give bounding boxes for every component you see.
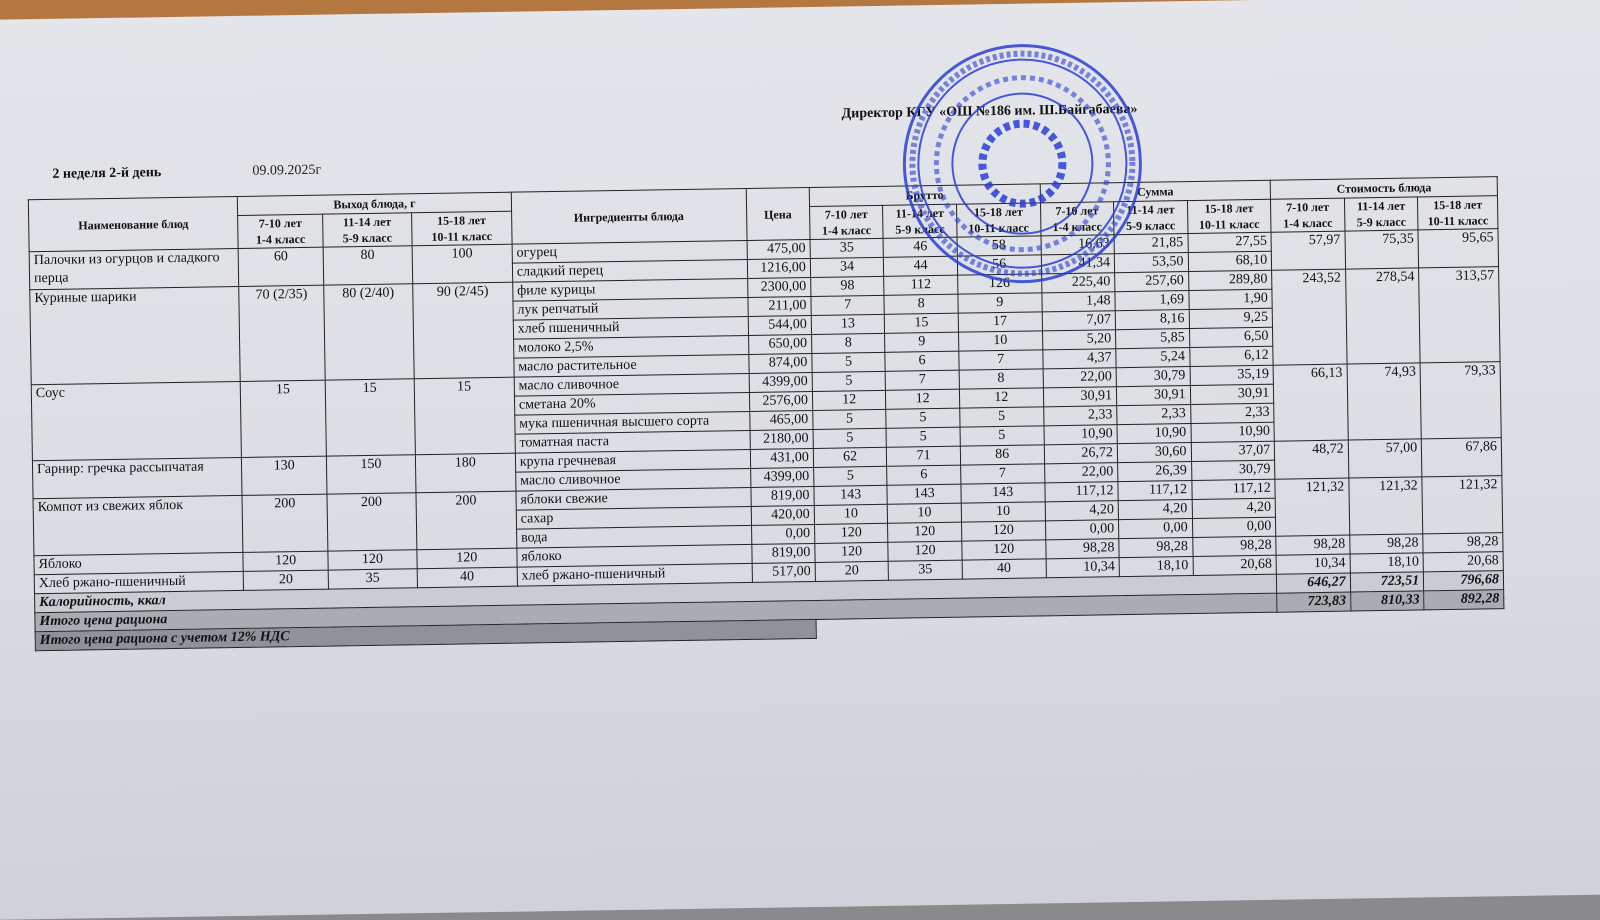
dish-cost: 10,34	[1276, 554, 1350, 574]
ingredient-gross: 5	[813, 409, 887, 429]
ingredient-gross: 40	[962, 559, 1046, 579]
dish-yield: 200	[242, 494, 328, 552]
ingredient-price: 650,00	[748, 334, 812, 354]
school-class-label: 10-11 класс	[431, 228, 493, 244]
ingredient-name: масло сливочное	[515, 468, 750, 491]
dish-cost: 121,32	[1422, 476, 1503, 534]
calories-value: 723,51	[1350, 572, 1424, 592]
dish-cost: 313,57	[1419, 267, 1500, 363]
ingredient-sum: 4,20	[1045, 501, 1119, 521]
ingredient-gross: 15	[885, 313, 959, 333]
ingredient-gross: 62	[813, 447, 887, 467]
ingredient-name: лук репчатый	[513, 297, 748, 320]
total-value: 723,83	[1277, 592, 1351, 612]
ingredient-price: 819,00	[751, 486, 815, 506]
ingredient-sum: 53,50	[1114, 253, 1188, 273]
ingredient-sum: 18,10	[1119, 557, 1193, 577]
col-header-sum: Сумма	[1040, 180, 1271, 203]
dish-cost: 67,86	[1421, 438, 1501, 477]
ingredient-gross: 120	[888, 541, 962, 561]
age-range-label: 15-18 лет	[436, 213, 487, 228]
dish-yield: 15	[325, 379, 415, 456]
col-header-cost: Стоимость блюда	[1270, 177, 1497, 200]
ingredient-sum: 68,10	[1188, 251, 1272, 271]
ingredient-gross: 5	[814, 466, 888, 486]
ingredient-gross: 46	[883, 237, 957, 257]
dish-cost: 95,65	[1418, 229, 1498, 268]
school-class-label: 10-11 класс	[1427, 213, 1489, 229]
ingredient-gross: 9	[958, 293, 1042, 313]
ingredient-sum: 2,33	[1190, 403, 1274, 423]
vat-label: Итого цена рациона с учетом 12% НДС	[35, 619, 816, 650]
ingredient-gross: 56	[957, 255, 1041, 275]
ingredient-price: 874,00	[748, 353, 812, 373]
ingredient-gross: 112	[884, 275, 958, 295]
ingredient-gross: 12	[812, 390, 886, 410]
age-range-label: 11-14 лет	[1126, 202, 1175, 218]
menu-day-label: 2 неделя 2-й день	[52, 165, 162, 182]
ingredient-name: крупа гречневая	[515, 449, 750, 472]
menu-document	[27, 101, 1516, 729]
ingredient-name: вода	[516, 525, 751, 548]
dish-cost: 48,72	[1275, 440, 1349, 479]
dish-yield: 15	[240, 380, 326, 457]
ingredient-gross: 5	[960, 426, 1044, 446]
dish-yield: 80	[323, 246, 412, 285]
ingredient-name: сахар	[516, 506, 751, 529]
dish-name: Хлеб ржано-пшеничный	[34, 571, 244, 593]
ingredient-sum: 1,69	[1115, 291, 1189, 311]
ingredient-sum: 6,50	[1189, 327, 1273, 347]
ingredient-sum: 289,80	[1188, 270, 1272, 290]
age-group-header	[323, 213, 412, 247]
ingredient-gross: 120	[888, 522, 962, 542]
dish-yield: 80 (2/40)	[324, 284, 414, 380]
dish-yield: 130	[242, 456, 327, 495]
ingredient-name: хлеб пшеничный	[513, 316, 748, 339]
ingredient-sum: 10,90	[1191, 422, 1275, 442]
ingredient-gross: 98	[811, 276, 885, 296]
ingredient-price: 1216,00	[747, 258, 811, 278]
dish-name: Гарнир: гречка рассыпчатая	[32, 457, 242, 498]
ingredient-name: мука пшеничная высшего сорта	[515, 411, 750, 434]
age-group-header	[1271, 198, 1345, 232]
ingredient-sum: 10,90	[1117, 424, 1191, 444]
ingredient-name: огурец	[512, 240, 747, 263]
dish-yield: 35	[328, 569, 417, 589]
ingredient-gross: 35	[810, 238, 884, 258]
ingredient-gross: 5	[812, 371, 886, 391]
dish-cost: 121,32	[1275, 478, 1349, 536]
ingredient-gross: 86	[960, 445, 1044, 465]
ingredient-gross: 8	[811, 333, 885, 353]
ingredient-gross: 143	[814, 485, 888, 505]
dish-yield: 60	[238, 247, 323, 286]
ingredient-sum: 98,28	[1045, 539, 1119, 559]
dish-yield: 20	[243, 570, 328, 590]
ingredient-gross: 120	[815, 542, 889, 562]
ingredient-price: 4399,00	[749, 372, 813, 392]
ingredient-gross: 120	[961, 521, 1045, 541]
dish-name: Палочки из огурцов и сладкого перца	[29, 248, 239, 289]
dish-yield: 15	[414, 377, 515, 455]
age-range-label: 7-10 лет	[824, 207, 868, 222]
dish-cost: 243,52	[1272, 269, 1347, 365]
dish-yield: 120	[328, 550, 417, 570]
ingredient-price: 544,00	[748, 315, 812, 335]
school-class-label: 5-9 класс	[342, 230, 393, 246]
dish-cost: 79,33	[1420, 362, 1501, 439]
ingredient-gross: 8	[884, 294, 958, 314]
ingredient-sum: 4,20	[1192, 498, 1276, 518]
ingredient-gross: 143	[961, 483, 1045, 503]
dish-yield: 70 (2/35)	[239, 285, 325, 381]
ingredient-gross: 10	[814, 504, 888, 524]
ingredient-gross: 5	[960, 407, 1044, 427]
ingredient-gross: 5	[886, 408, 960, 428]
ingredient-sum: 98,28	[1119, 538, 1193, 558]
dish-cost: 74,93	[1347, 363, 1422, 440]
ingredient-sum: 4,37	[1042, 349, 1116, 369]
ingredient-sum: 0,00	[1192, 517, 1276, 537]
ingredient-gross: 17	[958, 312, 1042, 332]
ingredient-name: сладкий перец	[512, 259, 747, 282]
age-group-header	[1418, 196, 1498, 230]
school-class-label: 1-4 класс	[1283, 215, 1333, 231]
ingredient-sum: 1,90	[1188, 289, 1272, 309]
dish-yield: 150	[326, 455, 415, 494]
ingredient-sum: 7,07	[1042, 311, 1116, 331]
ingredient-price: 2180,00	[750, 429, 814, 449]
official-stamp	[895, 37, 1149, 291]
dish-cost: 98,28	[1350, 534, 1424, 554]
ingredient-sum: 117,12	[1191, 479, 1275, 499]
ingredient-name: масло растительное	[514, 354, 749, 377]
dish-yield: 120	[417, 548, 517, 569]
dish-yield: 200	[327, 493, 417, 551]
age-range-label: 15-18 лет	[1204, 201, 1254, 216]
school-class-label: 10-11 класс	[1198, 216, 1260, 232]
calories-value: 646,27	[1277, 573, 1351, 593]
ingredient-gross: 5	[812, 352, 886, 372]
ingredient-sum: 2,33	[1117, 405, 1191, 425]
ingredient-sum: 20,68	[1193, 555, 1277, 575]
dish-cost: 18,10	[1350, 553, 1424, 573]
ingredient-sum: 5,24	[1116, 348, 1190, 368]
ingredient-gross: 5	[886, 427, 960, 447]
ingredient-sum: 5,85	[1116, 329, 1190, 349]
ingredient-sum: 117,12	[1118, 481, 1192, 501]
ingredient-sum: 35,19	[1190, 365, 1274, 385]
age-range-label: 7-10 лет	[258, 215, 302, 231]
col-header-yield: Выход блюда, г	[238, 192, 512, 215]
ingredient-gross: 8	[959, 369, 1043, 389]
ingredient-sum: 8,16	[1115, 310, 1189, 330]
ingredient-gross: 10	[958, 331, 1042, 351]
ingredient-sum: 21,85	[1114, 234, 1188, 254]
ingredient-gross: 44	[884, 256, 958, 276]
ingredient-gross: 71	[887, 446, 961, 466]
ingredient-gross: 9	[885, 332, 959, 352]
ingredient-sum: 26,72	[1044, 444, 1118, 464]
ingredient-gross: 7	[959, 350, 1043, 370]
age-group-header	[1187, 199, 1271, 233]
total-label: Итого цена рациона	[35, 593, 1277, 632]
ingredient-gross: 7	[811, 295, 885, 315]
ingredient-gross: 6	[887, 465, 961, 485]
ingredient-gross: 6	[885, 351, 959, 371]
school-class-label: 1-4 класс	[821, 223, 872, 238]
ingredient-sum: 9,25	[1189, 308, 1273, 328]
ingredient-price: 819,00	[751, 543, 815, 563]
ingredient-name: молоко 2,5%	[513, 335, 748, 358]
ingredient-sum: 1,48	[1041, 292, 1115, 312]
dish-cost: 121,32	[1349, 477, 1423, 535]
ingredient-price: 211,00	[748, 296, 812, 316]
ingredient-price: 465,00	[749, 410, 813, 430]
dish-cost: 57,00	[1348, 439, 1422, 478]
menu-table	[28, 176, 1505, 651]
ingredient-gross: 20	[815, 561, 889, 581]
ingredient-gross: 7	[885, 370, 959, 390]
age-group-header	[238, 214, 323, 248]
ingredient-gross: 35	[888, 560, 962, 580]
ingredient-sum: 16,63	[1041, 235, 1115, 255]
ingredient-sum: 30,91	[1116, 386, 1190, 406]
calories-label: Калорийность, ккал	[35, 574, 1277, 613]
ingredient-sum: 98,28	[1192, 536, 1276, 556]
dish-cost: 20,68	[1423, 552, 1503, 572]
dish-cost: 57,97	[1271, 231, 1345, 270]
dish-yield: 100	[412, 244, 513, 284]
ingredient-price: 517,00	[752, 562, 816, 582]
age-range-label: 15-18 лет	[973, 204, 1023, 220]
age-range-label: 11-14 лет	[1356, 198, 1406, 214]
age-range-label: 15-18 лет	[1433, 197, 1483, 213]
col-header-name: Наименование блюд	[28, 196, 238, 251]
ingredient-sum: 10,90	[1044, 425, 1118, 445]
ingredient-sum: 5,20	[1042, 330, 1116, 350]
ingredient-sum: 225,40	[1041, 273, 1115, 293]
ingredient-gross: 120	[962, 540, 1046, 560]
ingredient-price: 431,00	[750, 448, 814, 468]
col-header-ingredients: Ингредиенты блюда	[511, 188, 747, 244]
ingredient-price: 420,00	[751, 505, 815, 525]
ingredient-sum: 30,79	[1116, 367, 1190, 387]
ingredient-sum: 30,91	[1043, 387, 1117, 407]
ingredient-gross: 12	[886, 389, 960, 409]
calories-value: 796,68	[1424, 571, 1504, 591]
ingredient-price: 4399,00	[750, 467, 814, 487]
ingredient-sum: 4,20	[1118, 500, 1192, 520]
ingredient-price: 475,00	[747, 239, 811, 259]
dish-yield: 40	[417, 567, 517, 588]
ingredient-sum: 37,07	[1191, 441, 1275, 461]
school-class-label: 5-9 класс	[895, 221, 945, 237]
col-header-gross: Брутто	[809, 184, 1040, 207]
total-value: 810,33	[1350, 591, 1424, 611]
ingredient-gross: 143	[887, 484, 961, 504]
ingredient-gross: 5	[813, 428, 887, 448]
ingredient-gross: 13	[811, 314, 885, 334]
age-group-header	[809, 205, 883, 239]
ingredient-sum: 30,91	[1190, 384, 1274, 404]
ingredient-name: яблоки свежие	[516, 487, 751, 510]
ingredient-sum: 0,00	[1045, 520, 1119, 540]
ingredient-sum: 27,55	[1188, 232, 1272, 252]
ingredient-name: яблоко	[517, 544, 752, 567]
ingredient-gross: 12	[959, 388, 1043, 408]
ingredient-sum: 22,00	[1044, 463, 1118, 483]
ingredient-gross: 34	[810, 257, 884, 277]
ingredient-sum: 6,12	[1189, 346, 1273, 366]
school-class-label: 10-11 класс	[968, 220, 1030, 236]
dish-yield: 200	[416, 491, 517, 550]
menu-table-body	[29, 229, 1503, 594]
dish-yield: 120	[243, 551, 328, 571]
dish-cost: 75,35	[1345, 230, 1419, 269]
ingredient-sum: 0,00	[1119, 519, 1193, 539]
ingredient-name: томатная паста	[515, 430, 750, 453]
age-group-header	[1344, 197, 1418, 231]
ingredient-gross: 126	[957, 274, 1041, 294]
total-value: 892,28	[1424, 590, 1504, 610]
ingredient-name: хлеб ржано-пшеничный	[517, 563, 752, 586]
ingredient-price: 0,00	[751, 524, 815, 544]
school-class-label: 5-9 класс	[1356, 214, 1407, 230]
ingredient-sum: 117,12	[1044, 482, 1118, 502]
dish-name: Яблоко	[34, 552, 244, 574]
ingredient-price: 2576,00	[749, 391, 813, 411]
menu-date: 09.09.2025г	[252, 162, 322, 179]
ingredient-sum: 10,34	[1046, 558, 1120, 578]
ingredient-sum: 257,60	[1115, 272, 1189, 292]
ingredient-gross: 120	[814, 523, 888, 543]
ingredient-gross: 58	[957, 236, 1041, 256]
ingredient-price: 2300,00	[747, 277, 811, 297]
ingredient-gross: 10	[961, 502, 1045, 522]
ingredient-sum: 30,60	[1117, 443, 1191, 463]
age-range-label: 7-10 лет	[1286, 199, 1330, 215]
ingredient-sum: 26,39	[1118, 462, 1192, 482]
age-group-header	[411, 211, 512, 246]
age-range-label: 11-14 лет	[895, 205, 945, 221]
ingredient-name: масло сливочное	[514, 373, 749, 396]
age-range-label: 11-14 лет	[342, 214, 392, 230]
school-class-label: 5-9 класс	[1125, 218, 1176, 234]
dish-yield: 180	[415, 453, 516, 493]
age-range-label: 7-10 лет	[1055, 203, 1099, 219]
dish-cost: 98,28	[1276, 535, 1350, 555]
school-class-label: 1-4 класс	[255, 231, 306, 247]
dish-name: Соус	[31, 381, 241, 460]
school-class-label: 1-4 класс	[1052, 219, 1102, 235]
ingredient-gross: 7	[960, 464, 1044, 484]
ingredient-name: сметана 20%	[514, 392, 749, 415]
dish-yield: 90 (2/45)	[412, 282, 514, 379]
director-signature-line: Директор КГУ «ОШ №186 им. Ш.Байгабаева»	[841, 101, 1138, 122]
ingredient-sum: 2,33	[1043, 406, 1117, 426]
ingredient-gross: 10	[888, 503, 962, 523]
dish-name: Куриные шарики	[30, 286, 241, 384]
dish-cost: 278,54	[1345, 268, 1420, 364]
dish-cost: 66,13	[1273, 364, 1348, 441]
col-header-price: Цена	[746, 187, 810, 240]
ingredient-sum: 22,00	[1043, 368, 1117, 388]
ingredient-sum: 41,34	[1041, 254, 1115, 274]
dish-name: Компот из свежих яблок	[33, 495, 243, 555]
ingredient-sum: 30,79	[1191, 460, 1275, 480]
ingredient-name: филе курицы	[512, 278, 747, 301]
dish-cost: 98,28	[1423, 533, 1503, 553]
